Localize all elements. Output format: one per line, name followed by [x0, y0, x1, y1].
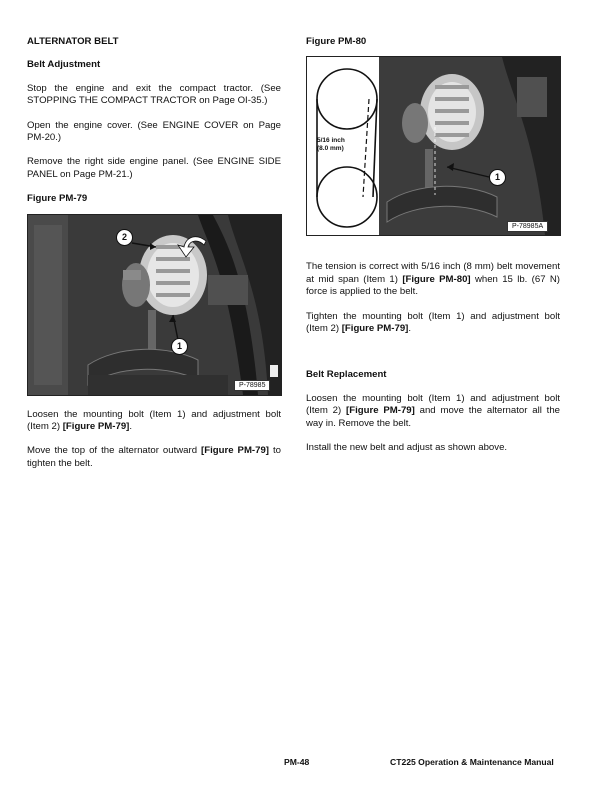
alternator-photo-illustration — [28, 215, 281, 395]
page-number: PM-48 — [284, 757, 310, 767]
paragraph-remove-panel: Remove the right side engine panel. (See ENGINE SIDE PANEL on Page PM-21.) — [27, 156, 281, 180]
paragraph-loosen-bolts: Loosen the mounting bolt (Item 1) and adjustment bolt (Item 2) [Figure PM-79]. — [27, 408, 281, 433]
figure-reference: [Figure PM-79] — [346, 405, 415, 417]
paragraph-tighten-bolts: Tighten the mounting bolt (Item 1) and adjustment bolt (Item 2) [Figure PM-79]. — [306, 310, 560, 335]
belt-tension-illustration — [307, 57, 560, 235]
figure-code: P-78985A — [507, 221, 548, 232]
figure-pm79-photo — [27, 214, 282, 396]
subheading-belt-replacement: Belt Replacement — [306, 369, 387, 381]
manual-title: CT225 Operation & Maintenance Manual — [390, 757, 554, 767]
paragraph-open-cover: Open the engine cover. (See ENGINE COVER on Page PM-20.) — [27, 119, 281, 144]
figure-reference: [Figure PM-80] — [402, 273, 471, 285]
left-column — [27, 36, 281, 482]
subheading-belt-adjustment: Belt Adjustment — [27, 59, 101, 71]
paragraph-remove-belt: Loosen the mounting bolt (Item 1) and adjustment bolt (Item 2) [Figure PM-79] and move the alternator all the way in. Remove the belt. — [306, 392, 560, 429]
figure-pm80-photo — [306, 56, 561, 236]
callout-1: 1 — [489, 169, 506, 186]
paragraph-move-alternator: Move the top of the alternator outward [Figure PM-79] to tighten the belt. — [27, 445, 281, 469]
paragraph-tension-correct: The tension is correct with 5/16 inch (8 mm) belt movement at mid span (Item 1) [Figure PM-80] when 15 lb. (67 N) force is applied to the belt. — [306, 261, 560, 298]
figure-reference: [Figure PM-79] — [62, 421, 130, 433]
figure-pm80-title: Figure PM-80 — [306, 36, 367, 47]
callout-2: 2 — [116, 229, 133, 246]
figure-reference: [Figure PM-79] — [201, 445, 269, 457]
section-heading: ALTERNATOR BELT — [27, 36, 119, 47]
right-column — [306, 36, 560, 466]
figure-reference: [Figure PM-79] — [341, 323, 409, 335]
paragraph-install-belt: Install the new belt and adjust as shown above. — [306, 442, 508, 454]
diagram-measurement-label: 5/16 inch (8.0 mm) — [317, 137, 345, 153]
callout-1: 1 — [171, 338, 188, 355]
figure-code: P-78985 — [234, 380, 270, 391]
paragraph-stop-engine: Stop the engine and exit the compact tractor. (See STOPPING THE COMPACT TRACTOR on Page OI-35.) — [27, 82, 281, 107]
figure-pm79-title: Figure PM-79 — [27, 193, 88, 205]
